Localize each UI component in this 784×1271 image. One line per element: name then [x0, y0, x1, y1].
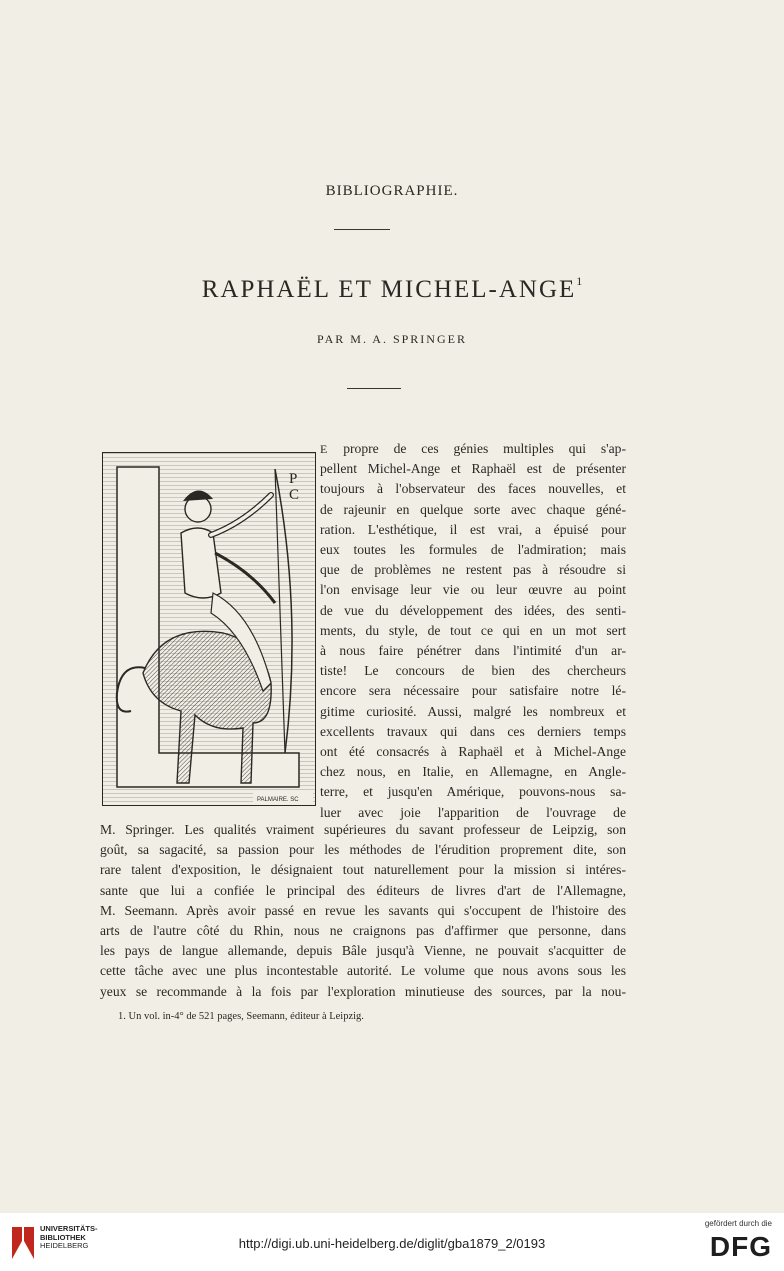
- library-line-3: HEIDELBERG: [40, 1241, 89, 1250]
- text-line: excellents travaux qui dans ces derniers temps: [320, 723, 626, 739]
- text-line: gitime curiosité. Aussi, malgré les nombreux et: [320, 703, 626, 719]
- body-full-width: [100, 820, 626, 1002]
- funding-label: gefördert durch die: [704, 1219, 772, 1228]
- text-line: arts de l'autre côté du Rhin, nous ne craignons pas d'affirmer que personne, dans: [100, 923, 626, 939]
- text-line: sante que lui a confiée le principal des éditeurs de livres d'art de l'Allemagne,: [100, 882, 626, 898]
- text-line: ration. L'esthétique, il est vrai, a épuisé pour: [320, 521, 626, 537]
- text-line: ont été consacrés à Raphaël et à Michel-Ange: [320, 744, 626, 760]
- library-line-2: BIBLIOTHEK: [40, 1232, 86, 1242]
- text-line: toujours à l'observateur des faces nouvelles, et: [320, 481, 626, 497]
- section-heading: BIBLIOGRAPHIE.: [325, 183, 459, 199]
- article-title: [0, 276, 784, 304]
- text-line: rare talent d'exposition, le désignaient tout naturellement pour la mission si intéres-: [100, 862, 626, 878]
- section-divider: [334, 229, 390, 230]
- text-line: [320, 439, 626, 459]
- title-divider: [347, 388, 401, 389]
- viewer-footer: [0, 1213, 784, 1271]
- monogram-top: P: [289, 471, 298, 487]
- permalink-url[interactable]: http://digi.ub.uni-heidelberg.de/diglit/gba1879_2/0193: [238, 1236, 546, 1251]
- body-right-column: [320, 439, 626, 823]
- text-line: yeux se recommande à la fois par l'exploration minutieuse des sources, par la nou-: [100, 983, 626, 999]
- text-line: de vue du développement des idées, des senti-: [320, 602, 626, 618]
- text-line: encore sera nécessaire pour satisfaire notre lé-: [320, 683, 626, 699]
- text-line: les pays de langue allemande, depuis Bâle jusqu'à Vienne, ne pouvait s'acquitter de: [100, 943, 626, 959]
- footnote-marker: 1: [576, 274, 583, 288]
- dfg-logo[interactable]: DFG: [709, 1231, 772, 1262]
- engraving-svg: [103, 453, 315, 805]
- text-line: luer avec joie l'apparition de l'ouvrage de: [320, 804, 626, 820]
- text-line: M. Springer. Les qualités vraiment supérieures du savant professeur de Leipzig, son: [100, 822, 626, 837]
- author-byline: PAR M. A. SPRINGER: [317, 332, 467, 346]
- dropcap-lead-letter: E: [320, 442, 329, 456]
- library-line-1: UNIVERSITÄTS-: [40, 1224, 98, 1233]
- text-line: à nous faire pénétrer dans l'intimité d'un ar-: [320, 643, 626, 659]
- text-line: cette tâche avec une plus incontestable autorité. Le volume que nous avons sous les: [100, 963, 626, 979]
- decorated-initial-illustration: [102, 452, 316, 806]
- monogram-bottom: C: [289, 487, 300, 503]
- text-line: ments, du style, de tout ce qui en un mot sert: [320, 622, 626, 638]
- text-line: l'on envisage leur vie ou leur œuvre au point: [320, 582, 626, 598]
- text-line: de rajeunir en quelque sorte avec chaque géné-: [320, 501, 626, 517]
- text-line: eux toutes les formules de l'admiration; mais: [320, 542, 626, 558]
- engraver-signature: PALMAIRE. SC: [257, 797, 299, 803]
- text-line: pellent Michel-Ange et Raphaël est de présenter: [320, 461, 626, 477]
- text-line: M. Seemann. Après avoir passé en revue les savants qui s'occupent de l'histoire des: [100, 902, 626, 918]
- article-title-text: RAPHAËL ET MICHEL-ANGE: [201, 276, 577, 303]
- text-line-content: propre de ces génies multiples qui s'ap-: [343, 441, 626, 456]
- text-line: chez nous, en Italie, en Allemagne, en Angle-: [320, 764, 626, 780]
- text-line: que de problèmes ne restent pas à résoudre si: [320, 562, 626, 578]
- footnote: 1. Un vol. in-4° de 521 pages, Seemann, éditeur à Leipzig.: [118, 1011, 364, 1022]
- text-line: terre, et jusqu'en Amérique, pouvons-nous sa-: [320, 784, 626, 800]
- text-line: tiste! Le concours de bien des chercheurs: [320, 663, 626, 679]
- text-line: goût, sa sagacité, sa passion pour les méthodes de l'érudition proprement dite, son: [100, 842, 626, 858]
